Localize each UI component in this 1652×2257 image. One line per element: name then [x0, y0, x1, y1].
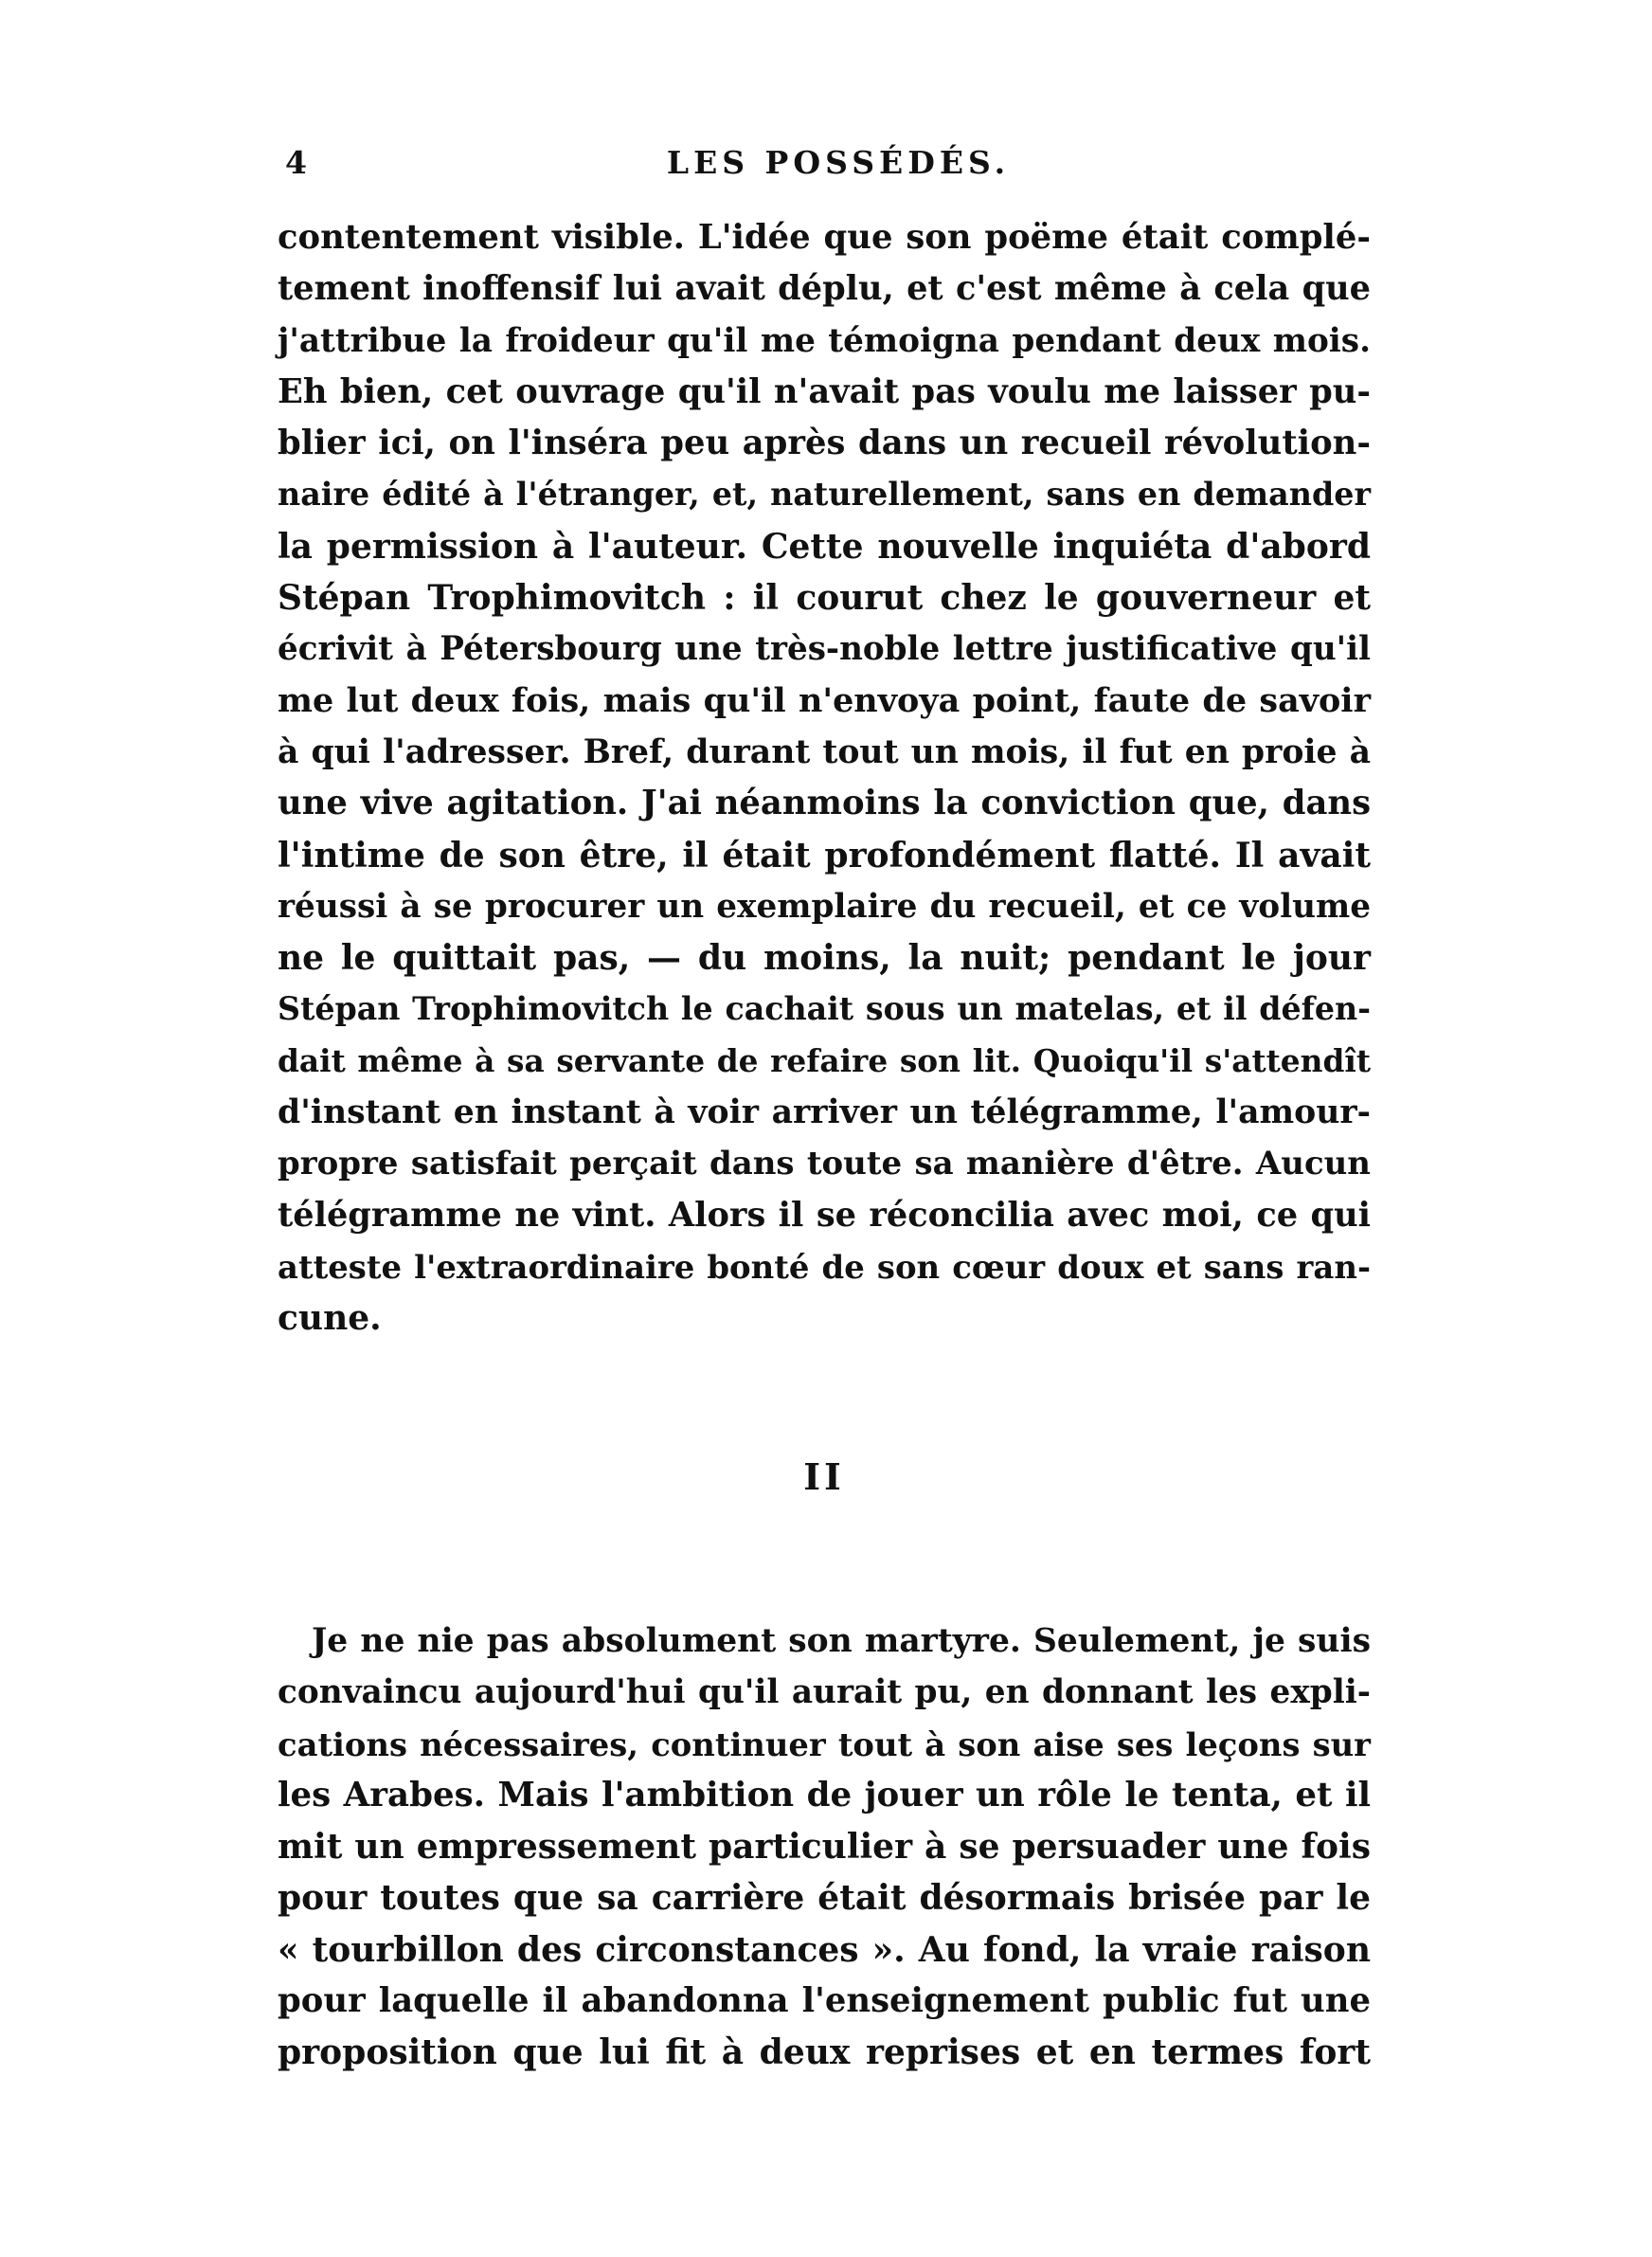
text-line: pour toutes que sa carrière était désormais brisée par le: [278, 1878, 1371, 1919]
text-line: blier ici, on l'inséra peu après dans un recueil révolution-: [278, 424, 1371, 463]
text-line: la permission à l'auteur. Cette nouvelle inquiéta d'abord: [278, 526, 1371, 567]
text-line: Stépan Trophimovitch : il courut chez le gouverneur et: [278, 578, 1371, 619]
text-line: dait même à sa servante de refaire son lit. Quoiqu'il s'attendît: [278, 1041, 1371, 1079]
section-number: II: [803, 1455, 845, 1498]
text-line: j'attribue la froideur qu'il me témoigna pendant deux mois.: [278, 321, 1371, 360]
running-title: LES POSSÉDÉS.: [666, 144, 1011, 181]
text-line: atteste l'extraordinaire bonté de son cœur doux et sans ran-: [278, 1247, 1371, 1286]
text-line: mit un empressement particulier à se persuader une fois: [278, 1827, 1371, 1868]
page-number: 4: [285, 144, 312, 181]
paragraph-2: [278, 1616, 1371, 2079]
text-line: Stépan Trophimovitch le cachait sous un matelas, et il défen-: [278, 990, 1371, 1028]
text-line: pour laquelle il abandonna l'enseignement public fut une: [278, 1981, 1371, 2021]
text-line: contentement visible. L'idée que son poëme était complé-: [278, 218, 1371, 257]
text-line: les Arabes. Mais l'ambition de jouer un rôle le tenta, et il: [278, 1775, 1371, 1815]
text-line: convaincu aujourd'hui qu'il aurait pu, en donnant les expli-: [278, 1673, 1371, 1712]
text-line: proposition que lui fit à deux reprises et en termes fort: [278, 2032, 1371, 2073]
running-head: [278, 140, 1371, 188]
text-line: « tourbillon des circonstances ». Au fond, la vraie raison: [278, 1929, 1371, 1970]
text-line: cations nécessaires, continuer tout à son aise ses leçons sur: [278, 1724, 1371, 1763]
text-line: propre satisfait perçait dans toute sa manière d'être. Aucun: [278, 1145, 1371, 1183]
text-line: ne le quittait pas, — du moins, la nuit; pendant le jour: [278, 938, 1371, 979]
text-line: Eh bien, cet ouvrage qu'il n'avait pas voulu me laisser pu-: [278, 371, 1371, 411]
text-line: cune.: [278, 1298, 382, 1339]
text-line: télégramme ne vint. Alors il se réconcilia avec moi, ce qui: [278, 1195, 1371, 1235]
text-line: Je ne nie pas absolument son martyre. Seulement, je suis: [312, 1622, 1371, 1660]
text-line: naire édité à l'étranger, et, naturellement, sans en demander: [278, 476, 1371, 514]
text-line: réussi à se procurer un exemplaire du recueil, et ce volume: [278, 887, 1371, 926]
text-line: me lut deux fois, mais qu'il n'envoya point, faute de savoir: [278, 680, 1371, 720]
text-line: l'intime de son être, il était profondément flatté. Il avait: [278, 835, 1371, 876]
text-line: d'instant en instant à voir arriver un télégramme, l'amour-: [278, 1092, 1371, 1132]
text-line: une vive agitation. J'ai néanmoins la conviction que, dans: [278, 784, 1371, 823]
text-line: écrivit à Pétersbourg une très-noble lettre justificative qu'il: [278, 630, 1371, 669]
paragraph-1: [278, 212, 1371, 1345]
text-line: à qui l'adresser. Bref, durant tout un mois, il fut en proie à: [278, 732, 1371, 771]
text-line: tement inoffensif lui avait déplu, et c'est même à cela que: [278, 269, 1371, 309]
